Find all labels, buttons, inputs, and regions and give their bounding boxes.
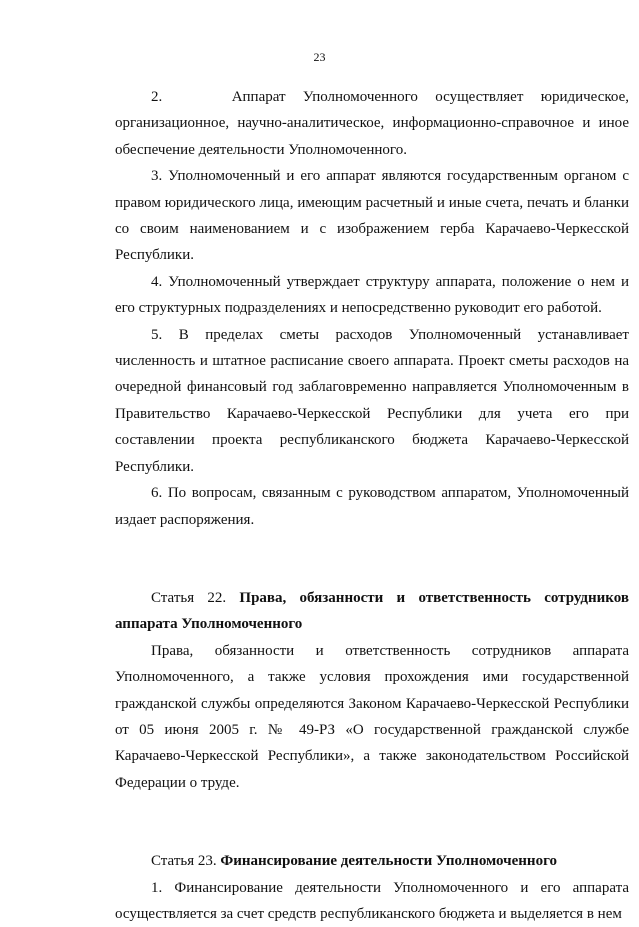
article-23-heading <box>115 848 629 874</box>
paragraph-item-4: 4. Уполномоченный утверждает структуру аппарата, положение о нем и его структурных подразделениях и непосредственно руководит его работой. <box>115 273 629 317</box>
paragraph-item-6: 6. По вопросам, связанным с руководством аппаратом, Уполномоченный издает распоряжения. <box>115 485 629 528</box>
section-spacer <box>115 533 629 559</box>
paragraph-item-3: 3. Уполномоченный и его аппарат являются государственным органом с правом юридического лица, имеющим расчетный и иные счета, печать и бланки со своим наименованием и с изображением герба Карачаево-Черкесской Республики. <box>115 168 629 264</box>
article-22-body: Права, обязанности и ответственность сотрудников аппарата Уполномоченного, а также условия прохождения ими государственной гражданской службы определяются Законом Карачаево-Черкесской Республики от 05 июня 2005 г. № 49-РЗ «О государственной гражданской службе Карачаево-Черкесской Республики», а также законодательством Российской Федерации о труде. <box>115 642 629 791</box>
page-number: 23 <box>313 50 326 64</box>
article-23-title: Финансирование деятельности Уполномоченного <box>220 853 558 870</box>
article-23-prefix: Статья 23. <box>151 853 221 870</box>
paragraph-item-2: 2. Аппарат Уполномоченного осуществляет юридическое, организационное, научно-аналитическое, информационно-справочное и иное обеспечение деятельности Уполномоченного. <box>115 89 629 158</box>
article-22-heading <box>115 585 629 638</box>
article-22-title: Права, обязанности и ответственность сотрудников аппарата Уполномоченного <box>115 589 629 633</box>
document-body <box>115 84 629 927</box>
section-spacer <box>115 822 629 848</box>
section-spacer <box>115 559 629 585</box>
section-spacer <box>115 796 629 822</box>
article-23-body: 1. Финансирование деятельности Уполномоченного и его аппарата осуществляется за счет средств республиканского бюджета и выделяется в нем <box>115 879 629 922</box>
paragraph-item-5: 5. В пределах сметы расходов Уполномоченный устанавливает численность и штатное расписание своего аппарата. Проект сметы расходов на очередной финансовый год заблаговременно направляется Уполномоченным в Правительство Карачаево-Черкесской Республики для учета его при составлении проекта республиканского бюджета Карачаево-Черкесской Республики. <box>115 326 629 475</box>
article-22-prefix: Статья 22. <box>151 589 240 606</box>
